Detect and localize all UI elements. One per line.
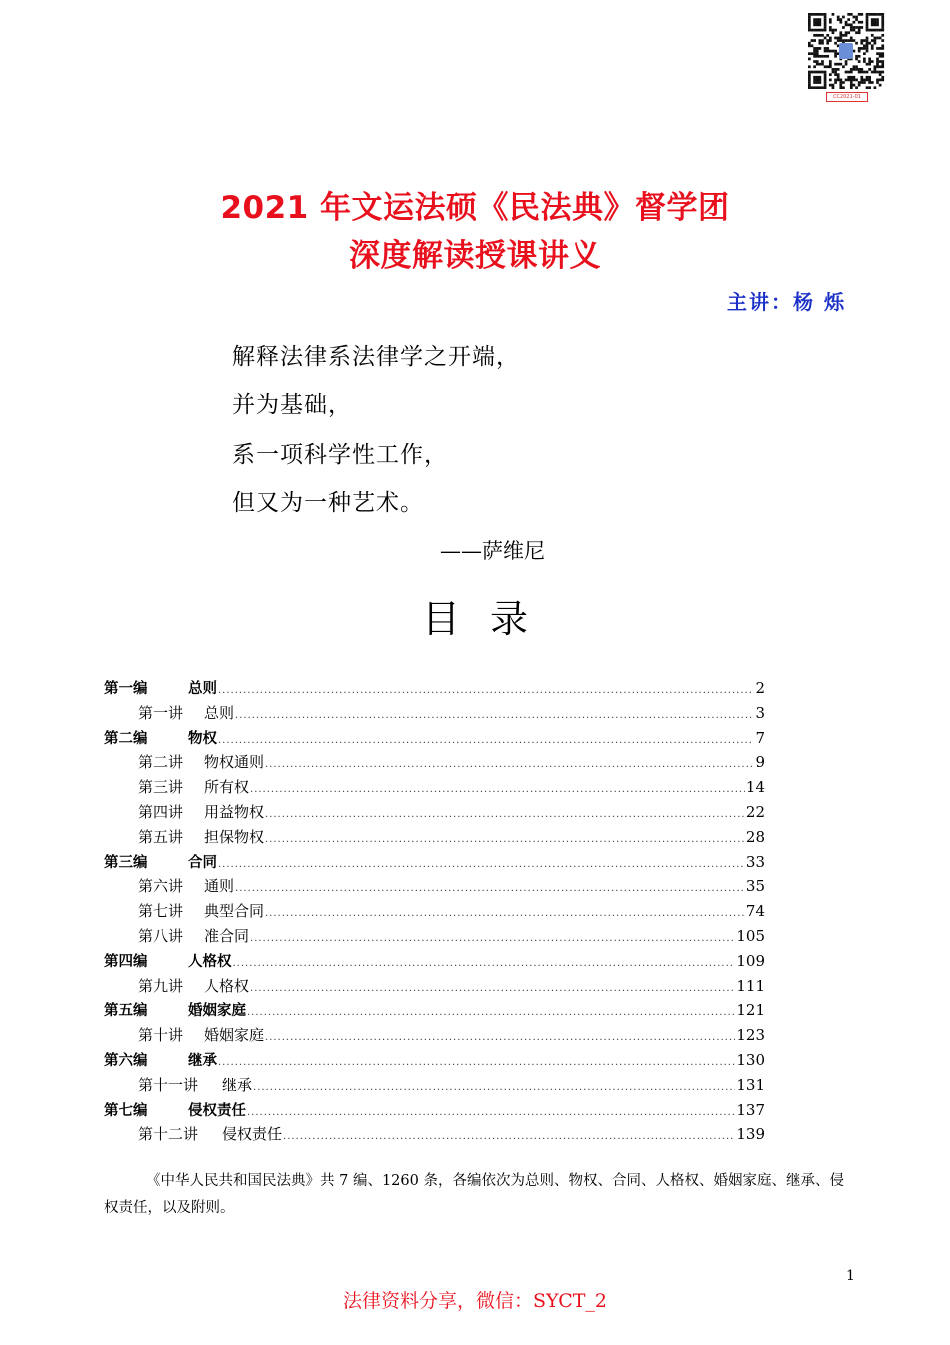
toc-entry-title: 婚姻家庭: [188, 1003, 246, 1020]
toc-entry-page: 137: [736, 1100, 765, 1119]
toc-entry-page: 130: [736, 1050, 765, 1069]
toc-entry-title: 准合同: [204, 926, 250, 945]
toc-entry-title: 继承: [222, 1075, 253, 1094]
toc-entry-page: 111: [736, 976, 765, 995]
toc-entry-page: 14: [745, 778, 765, 797]
toc-leader-dots: [218, 729, 754, 754]
toc-entry-number: 第三讲: [138, 778, 184, 797]
toc-entry-title: 婚姻家庭: [204, 1026, 265, 1045]
toc-part-entry[interactable]: [104, 949, 765, 974]
toc-entry-title: 侵权责任: [222, 1125, 283, 1144]
toc-leader-dots: [235, 877, 745, 902]
toc-entry-number: 第四讲: [138, 802, 184, 821]
toc-leader-dots: [218, 1051, 735, 1076]
footer-note: 法律资料分享，微信：SYCT_2: [342, 1290, 608, 1312]
toc-lecture-entry[interactable]: [104, 750, 765, 775]
toc-entry-title: 总则: [204, 703, 235, 722]
toc-entry-page: 109: [736, 951, 765, 970]
toc-leader-dots: [250, 927, 735, 952]
toc-entry-number: 第二编: [104, 730, 148, 747]
toc-entry-title: 物权通则: [204, 753, 265, 772]
toc-entry-title: 侵权责任: [188, 1102, 246, 1119]
toc-part-entry[interactable]: [104, 850, 765, 875]
toc-entry-title: 总则: [188, 681, 217, 697]
quote-line-3: 系一项科学性工作，: [232, 442, 448, 468]
toc-lecture-entry[interactable]: [104, 825, 765, 850]
toc-lecture-entry[interactable]: [104, 1023, 765, 1048]
toc-entry-number: 第一讲: [138, 703, 184, 722]
toc-part-entry[interactable]: [104, 1048, 765, 1073]
quote-line-4: 但又为一种艺术。: [232, 490, 424, 516]
toc-entry-page: 9: [755, 753, 765, 772]
document-title-line1: 2021 年文运法硕《民法典》督学团: [220, 190, 730, 226]
toc-lecture-entry[interactable]: [104, 899, 765, 924]
toc-leader-dots: [218, 679, 754, 704]
toc-leader-dots: [253, 1076, 735, 1101]
toc-entry-page: 7: [755, 728, 765, 747]
toc-entry-page: 74: [745, 902, 765, 921]
toc-leader-dots: [247, 1001, 735, 1026]
toc-entry-number: 第一编: [104, 681, 148, 697]
toc-lecture-entry[interactable]: [104, 1073, 765, 1098]
qr-code-label: CC2021-01: [826, 92, 868, 102]
toc-lecture-entry[interactable]: [104, 924, 765, 949]
toc-leader-dots: [283, 1125, 735, 1150]
table-of-contents: [104, 676, 765, 1147]
toc-entry-page: 121: [736, 1001, 765, 1020]
qr-code: [806, 13, 886, 101]
toc-title: 目录: [421, 597, 558, 641]
toc-entry-number: 第七编: [104, 1102, 148, 1119]
toc-entry-title: 通则: [204, 877, 235, 896]
toc-entry-number: 第十一讲: [138, 1075, 199, 1094]
toc-entry-title: 人格权: [188, 953, 232, 970]
toc-entry-page: 123: [736, 1026, 765, 1045]
toc-leader-dots: [250, 778, 745, 803]
toc-lecture-entry[interactable]: [104, 775, 765, 800]
toc-entry-number: 第四编: [104, 953, 148, 970]
toc-part-entry[interactable]: [104, 1098, 765, 1123]
toc-part-entry[interactable]: [104, 676, 765, 701]
toc-lecture-entry[interactable]: [104, 974, 765, 999]
toc-entry-number: 第五编: [104, 1003, 148, 1020]
toc-leader-dots: [265, 1026, 735, 1051]
toc-lecture-entry[interactable]: [104, 701, 765, 726]
toc-entry-title: 典型合同: [204, 902, 265, 921]
toc-entry-number: 第三编: [104, 854, 148, 871]
toc-leader-dots: [265, 828, 745, 853]
toc-entry-number: 第八讲: [138, 926, 184, 945]
toc-lecture-entry[interactable]: [104, 874, 765, 899]
toc-entry-title: 所有权: [204, 778, 250, 797]
toc-lecture-entry[interactable]: [104, 1122, 765, 1147]
toc-entry-page: 139: [736, 1125, 765, 1144]
toc-entry-number: 第十讲: [138, 1026, 184, 1045]
toc-entry-page: 3: [755, 703, 765, 722]
quote-author: ——萨维尼: [440, 539, 545, 563]
toc-entry-title: 物权: [188, 730, 217, 747]
toc-leader-dots: [233, 952, 736, 977]
toc-entry-page: 35: [745, 877, 765, 896]
toc-entry-title: 担保物权: [204, 827, 265, 846]
toc-lecture-entry[interactable]: [104, 800, 765, 825]
toc-part-entry[interactable]: [104, 998, 765, 1023]
toc-entry-number: 第二讲: [138, 753, 184, 772]
toc-entry-page: 2: [755, 679, 765, 697]
toc-entry-page: 28: [745, 827, 765, 846]
toc-leader-dots: [265, 803, 745, 828]
toc-entry-title: 继承: [188, 1052, 217, 1069]
toc-leader-dots: [265, 753, 754, 778]
toc-leader-dots: [218, 853, 745, 878]
toc-entry-number: 第十二讲: [138, 1125, 199, 1144]
toc-leader-dots: [250, 977, 735, 1002]
toc-entry-title: 合同: [188, 854, 217, 871]
toc-entry-page: 131: [736, 1075, 765, 1094]
toc-part-entry[interactable]: [104, 726, 765, 751]
toc-entry-number: 第六编: [104, 1052, 148, 1069]
quote-line-1: 解释法律系法律学之开端，: [232, 344, 520, 370]
summary-paragraph: 《中华人民共和国民法典》共 7 编、1260 条，各编依次为总则、物权、合同、人格权、婚姻家庭、继承、侵权责任，以及附则。: [104, 1173, 844, 1216]
toc-leader-dots: [265, 902, 745, 927]
toc-leader-dots: [247, 1101, 735, 1126]
quote-line-2: 并为基础，: [232, 392, 352, 418]
page-number: 1: [846, 1268, 855, 1284]
toc-entry-title: 用益物权: [204, 802, 265, 821]
toc-entry-number: 第五讲: [138, 827, 184, 846]
toc-entry-number: 第九讲: [138, 976, 184, 995]
toc-entry-number: 第六讲: [138, 877, 184, 896]
document-title-line2: 深度解读授课讲义: [349, 238, 601, 274]
lecturer: 主讲：杨 烁: [727, 290, 846, 314]
toc-entry-title: 人格权: [204, 976, 250, 995]
toc-leader-dots: [235, 704, 754, 729]
toc-entry-page: 22: [745, 802, 765, 821]
toc-entry-page: 105: [736, 926, 765, 945]
toc-entry-page: 33: [745, 852, 765, 871]
toc-entry-number: 第七讲: [138, 902, 184, 921]
